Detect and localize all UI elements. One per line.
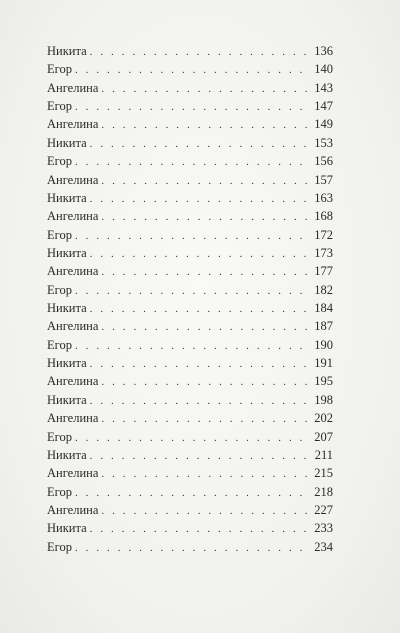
chapter-title: Ангелина [47, 411, 99, 426]
page-number: 172 [314, 227, 333, 242]
page-number: 215 [314, 466, 333, 481]
toc-entry [47, 60, 333, 78]
page-number: 173 [314, 245, 333, 260]
chapter-title: Никита [47, 245, 87, 260]
page-number: 136 [314, 44, 333, 58]
chapter-title: Егор [47, 539, 72, 554]
dot-leader [101, 373, 308, 391]
dot-leader [101, 465, 308, 483]
toc-entry [47, 464, 333, 482]
page-number: 198 [314, 392, 333, 407]
dot-leader [101, 410, 308, 428]
toc-entry [47, 189, 333, 207]
toc-entry [47, 281, 333, 299]
dot-leader [101, 116, 308, 134]
toc-entry [47, 483, 333, 501]
toc-entry [47, 207, 333, 225]
dot-leader [101, 502, 308, 520]
page-number: 177 [314, 264, 333, 279]
page-number: 234 [314, 539, 333, 554]
dot-leader [90, 355, 308, 373]
toc-entry [47, 79, 333, 97]
chapter-title: Никита [47, 447, 87, 462]
page-number: 190 [314, 337, 333, 352]
chapter-title: Ангелина [47, 80, 99, 95]
page-number: 187 [314, 319, 333, 334]
chapter-title: Егор [47, 337, 72, 352]
chapter-title: Ангелина [47, 502, 99, 517]
chapter-title: Никита [47, 392, 87, 407]
toc-entry [47, 501, 333, 519]
toc-entry [47, 299, 333, 317]
chapter-title: Егор [47, 62, 72, 77]
dot-leader [75, 282, 308, 300]
page-number: 227 [314, 502, 333, 517]
dot-leader [101, 172, 308, 190]
toc-entry [47, 519, 333, 537]
table-of-contents [47, 42, 333, 556]
dot-leader [90, 392, 308, 410]
page-number: 140 [314, 62, 333, 77]
page-number: 195 [314, 374, 333, 389]
toc-entry [47, 354, 333, 372]
page-number: 218 [314, 484, 333, 499]
toc-entry [47, 428, 333, 446]
toc-entry [47, 262, 333, 280]
toc-entry [47, 42, 333, 60]
page-number: 156 [314, 154, 333, 169]
dot-leader [75, 153, 308, 171]
dot-leader [101, 208, 308, 226]
page-number: 147 [314, 99, 333, 114]
chapter-title: Никита [47, 135, 87, 150]
chapter-title: Ангелина [47, 264, 99, 279]
dot-leader [90, 135, 308, 153]
page-number: 182 [314, 282, 333, 297]
dot-leader [101, 263, 308, 281]
dot-leader [90, 520, 308, 538]
toc-entry [47, 538, 333, 556]
chapter-title: Егор [47, 154, 72, 169]
page-number: 163 [314, 190, 333, 205]
dot-leader [75, 61, 308, 79]
page-number: 153 [314, 135, 333, 150]
dot-leader [90, 43, 308, 61]
toc-entry [47, 372, 333, 390]
page-number: 143 [314, 80, 333, 95]
chapter-title: Никита [47, 190, 87, 205]
toc-entry [47, 152, 333, 170]
page-number: 211 [314, 447, 333, 462]
chapter-title: Ангелина [47, 172, 99, 187]
chapter-title: Егор [47, 282, 72, 297]
toc-entry [47, 446, 333, 464]
dot-leader [90, 190, 308, 208]
dot-leader [101, 80, 308, 98]
dot-leader [101, 318, 308, 336]
page-number: 207 [314, 429, 333, 444]
chapter-title: Никита [47, 44, 87, 58]
chapter-title: Егор [47, 429, 72, 444]
page-number: 149 [314, 117, 333, 132]
page-number: 184 [314, 301, 333, 316]
toc-entry [47, 171, 333, 189]
page-number: 233 [314, 521, 333, 536]
chapter-title: Ангелина [47, 117, 99, 132]
chapter-title: Ангелина [47, 466, 99, 481]
dot-leader [90, 245, 308, 263]
toc-entry [47, 134, 333, 152]
dot-leader [90, 447, 308, 465]
toc-entry [47, 317, 333, 335]
toc-entry [47, 115, 333, 133]
toc-entry [47, 226, 333, 244]
chapter-title: Никита [47, 521, 87, 536]
dot-leader [90, 300, 308, 318]
dot-leader [75, 484, 308, 502]
chapter-title: Ангелина [47, 319, 99, 334]
page-number: 202 [314, 411, 333, 426]
dot-leader [75, 539, 308, 557]
toc-entry [47, 97, 333, 115]
dot-leader [75, 98, 308, 116]
chapter-title: Ангелина [47, 209, 99, 224]
page-number: 168 [314, 209, 333, 224]
page-number: 157 [314, 172, 333, 187]
toc-entry [47, 391, 333, 409]
page-number: 191 [314, 356, 333, 371]
chapter-title: Егор [47, 227, 72, 242]
chapter-title: Никита [47, 301, 87, 316]
chapter-title: Никита [47, 356, 87, 371]
chapter-title: Ангелина [47, 374, 99, 389]
chapter-title: Егор [47, 99, 72, 114]
chapter-title: Егор [47, 484, 72, 499]
dot-leader [75, 227, 308, 245]
dot-leader [75, 429, 308, 447]
dot-leader [75, 337, 308, 355]
toc-entry [47, 409, 333, 427]
toc-entry [47, 244, 333, 262]
toc-entry [47, 336, 333, 354]
